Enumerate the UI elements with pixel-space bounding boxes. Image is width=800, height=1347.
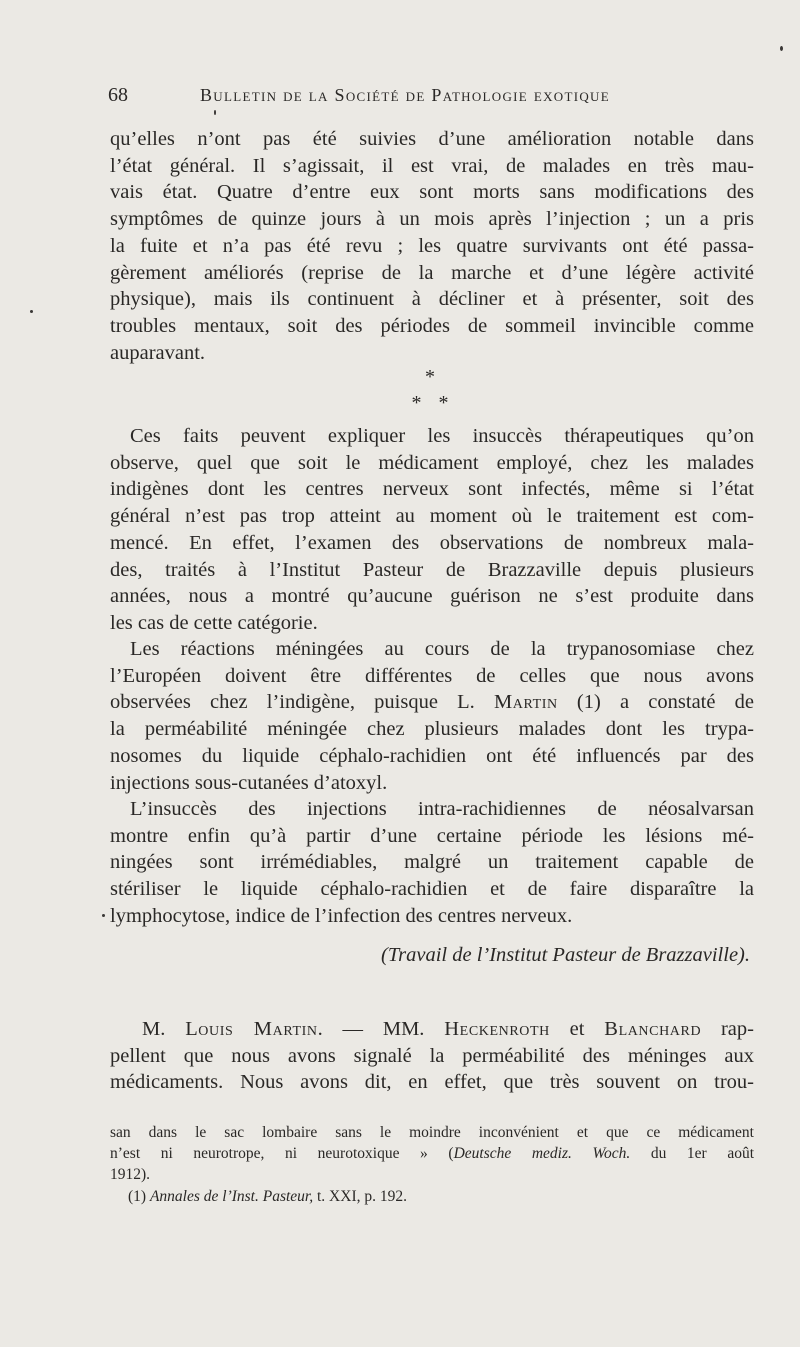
- journal-title: Annales de l’Inst. Pasteur,: [149, 1188, 314, 1205]
- footnote-continuation-line: [110, 1143, 754, 1164]
- page-header: [108, 84, 708, 110]
- text-line: physique), mais ils continuent à décliner et à présenter, soit des: [110, 288, 754, 311]
- asterism-bottom: [30, 392, 800, 415]
- footnote-continuation-line: 1912).: [110, 1166, 151, 1183]
- text-line: indigènes dont les centres nerveux sont infectés, même si l’état: [110, 478, 754, 501]
- paragraph-1: [110, 126, 754, 366]
- footnote-marker: (1): [128, 1188, 150, 1205]
- paper-speck: [102, 914, 105, 917]
- text-line: Les réactions méningées au cours de la trypanosomiase chez: [130, 638, 754, 660]
- text-line: les cas de cette catégorie.: [110, 611, 318, 634]
- text-line: gèrement améliorés (reprise de la marche et d’une légère activité: [110, 261, 754, 284]
- page-number: 68: [108, 84, 128, 106]
- author-name: Blanchard: [604, 1018, 702, 1040]
- text-line: [110, 689, 754, 716]
- text-line: montre enfin qu’à partir d’une certaine période les lésions mé-: [110, 824, 754, 847]
- text-line: qu’elles n’ont pas été suivies d’une amélioration notable dans: [110, 128, 754, 150]
- paper-speck: [214, 110, 216, 115]
- paragraph-4: [110, 796, 754, 930]
- text-run: M.: [142, 1018, 186, 1040]
- text-run: du 1er août: [630, 1145, 754, 1162]
- text-line: l’Européen doivent être différentes de celles que nous avons: [110, 664, 754, 687]
- speaker-name: Louis Martin: [185, 1018, 318, 1040]
- text-line: stériliser le liquide céphalo-rachidien et de faire disparaître la: [110, 878, 754, 901]
- text-run: . — MM.: [317, 1018, 445, 1040]
- text-run: observées chez l’indigène, puisque L.: [110, 691, 494, 714]
- author-name: Martin: [493, 691, 558, 714]
- text-line: [110, 1016, 754, 1043]
- journal-title: Deutsche mediz. Woch.: [453, 1145, 631, 1162]
- text-line: L’insuccès des injections intra-rachidiennes de néosalvarsan: [130, 798, 754, 820]
- author-name: Heckenroth: [444, 1018, 550, 1040]
- footnote-1: [128, 1186, 772, 1207]
- text-line: pellent que nous avons signalé la perméabilité des méninges aux: [110, 1044, 754, 1067]
- paragraph-5: [110, 1016, 754, 1096]
- asterism-top: [30, 366, 800, 389]
- text-line: général n’est pas trop atteint au moment où le traitement est com-: [110, 505, 754, 528]
- text-line: la perméabilité méningée chez plusieurs malades dont les trypa-: [110, 718, 754, 741]
- text-run: t. XXI, p. 192.: [313, 1188, 407, 1205]
- text-line: lymphocytose, indice de l’infection des centres nerveux.: [110, 904, 573, 927]
- text-line: la fuite et n’a pas été revu ; les quatre survivants ont été passa-: [110, 234, 754, 257]
- text-run: (1) a constaté de: [557, 691, 754, 714]
- asterisk: *: [438, 392, 449, 414]
- paper-speck: [30, 310, 33, 313]
- footnote-continuation-line: san dans le sac lombaire sans le moindre inconvénient et que ce médicament: [110, 1124, 754, 1141]
- text-run: rap-: [701, 1018, 754, 1040]
- text-line: ningées sont irrémédiables, malgré un traitement capable de: [110, 851, 754, 874]
- text-line: nosomes du liquide céphalo-rachidien ont été influencés par des: [110, 744, 754, 767]
- text-line: des, traités à l’Institut Pasteur de Brazzaville depuis plusieurs: [110, 558, 754, 581]
- text-line: troubles mentaux, soit des périodes de sommeil invincible comme: [110, 314, 754, 337]
- paper-speck: [780, 46, 783, 51]
- text-line: Ces faits peuvent expliquer les insuccès thérapeutiques qu’on: [130, 425, 754, 447]
- text-line: auparavant.: [110, 341, 206, 364]
- text-line: observe, quel que soit le médicament employé, chez les malades: [110, 451, 754, 474]
- text-line: symptômes de quinze jours à un mois après l’injection ; un a pris: [110, 208, 754, 231]
- text-line: injections sous-cutanées d’atoxyl.: [110, 771, 388, 794]
- running-title: Bulletin de la Société de Pathologie exotique: [200, 85, 610, 105]
- text-line: l’état général. Il s’agissait, il est vrai, de malades en très mau-: [110, 154, 754, 177]
- paragraph-3: [110, 636, 754, 796]
- text-line: médicaments. Nous avons dit, en effet, que très souvent on trou-: [110, 1071, 754, 1094]
- text-run: et: [549, 1018, 605, 1040]
- text-line: mencé. En effet, l’examen des observations de nombreux mala-: [110, 531, 754, 554]
- asterisk: *: [425, 366, 435, 388]
- attribution: (Travail de l’Institut Pasteur de Brazzaville).: [381, 944, 750, 966]
- text-line: vais état. Quatre d’entre eux sont morts sans modifications des: [110, 181, 754, 204]
- text-line: années, nous a montré qu’aucune guérison ne s’est produite dans: [110, 585, 754, 608]
- paragraph-2: [110, 423, 754, 637]
- text-run: n’est ni neurotrope, ni neurotoxique » (: [110, 1145, 454, 1162]
- asterisk: *: [411, 392, 422, 414]
